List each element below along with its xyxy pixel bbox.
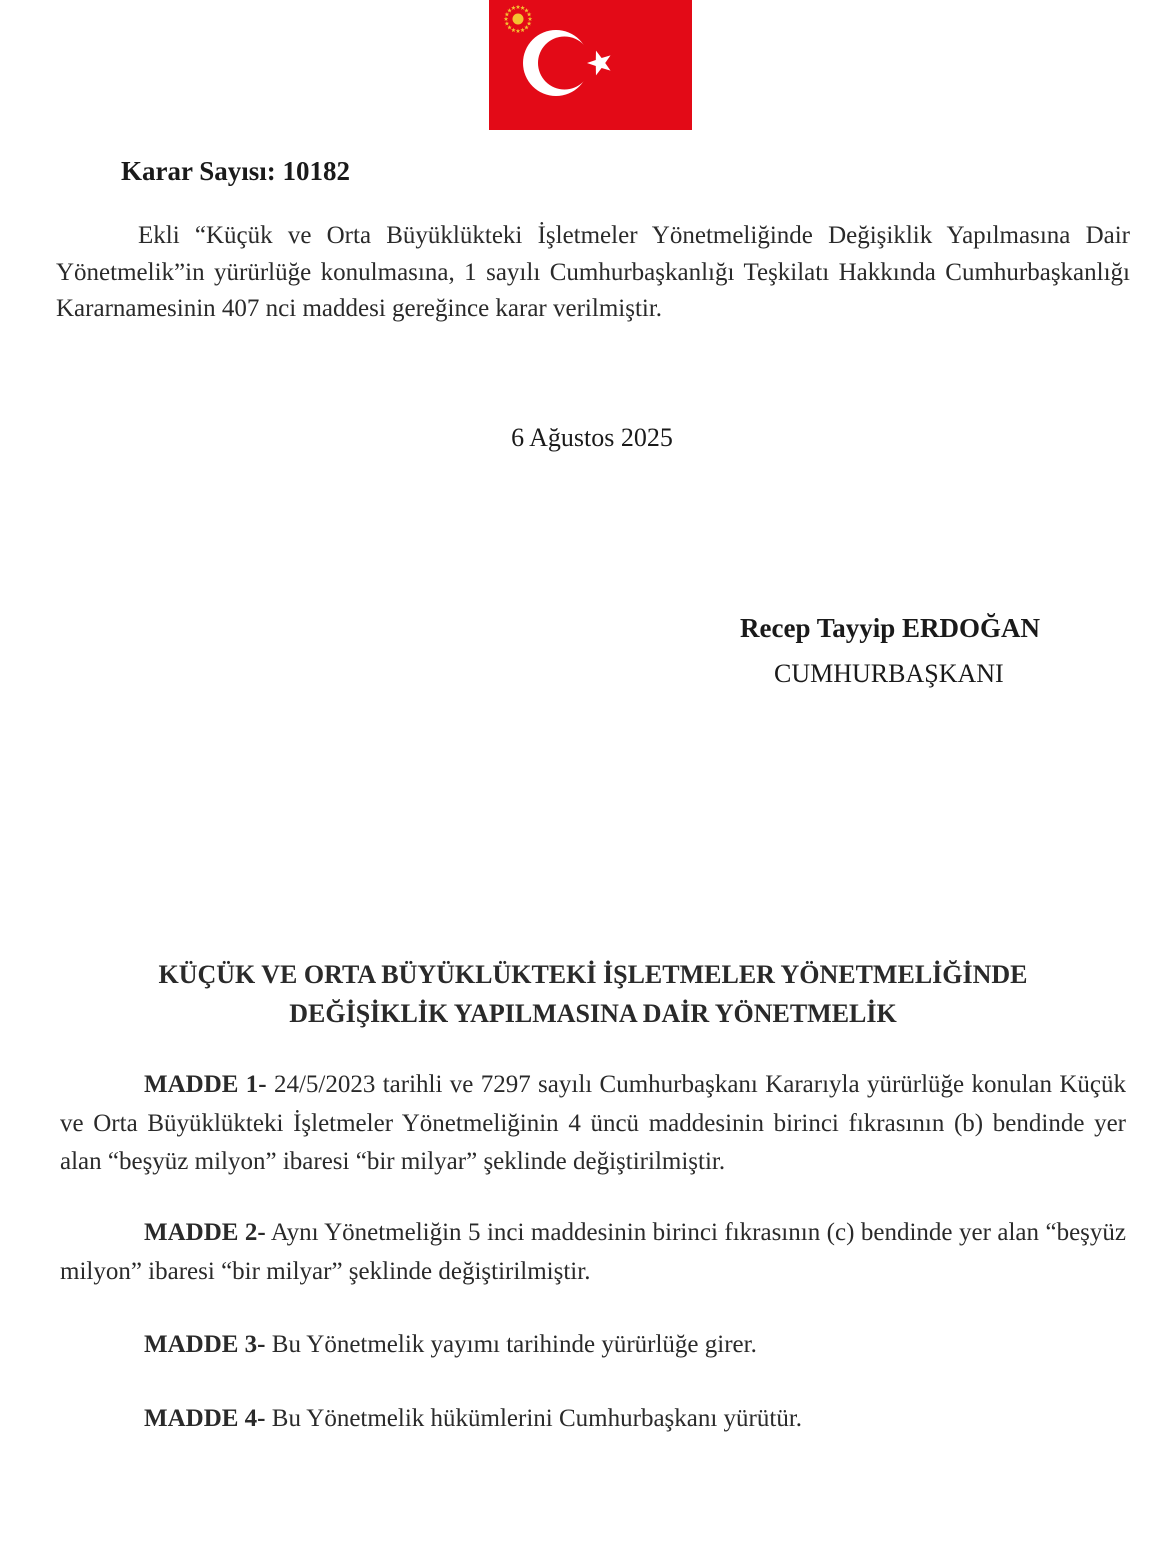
regulation-title — [60, 955, 1126, 1033]
article-1 — [60, 1066, 1126, 1182]
article-2 — [60, 1214, 1126, 1291]
decision-number: Karar Sayısı: 10182 — [121, 156, 350, 186]
signatory-name: Recep Tayyip ERDOĞAN — [740, 613, 1041, 643]
article-3-text: Bu Yönetmelik yayımı tarihinde yürürlüğe girer. — [271, 1331, 757, 1358]
article-4-label: MADDE 4- — [144, 1405, 266, 1432]
signatory-title: CUMHURBAŞKANI — [774, 659, 1004, 688]
decision-intro-paragraph: Ekli “Küçük ve Orta Büyüklükteki İşletmeler Yönetmeliğinde Değişiklik Yapılmasına Dair Yönetmelik”in yürürlüğe konulmasına, 1 sayılı Cumhurbaşkanlığı Teşkilatı Hakkında Cumhurbaşkanlığı Kararnamesinin 407 nci maddesi gereğince karar verilmiştir. — [56, 222, 1130, 322]
regulation-title-line-2: DEĞİŞİKLİK YAPILMASINA DAİR YÖNETMELİK — [289, 999, 897, 1028]
article-2-label: MADDE 2- — [144, 1219, 266, 1246]
flag-graphic — [489, 0, 692, 130]
article-3 — [60, 1326, 1126, 1365]
article-1-label: MADDE 1- — [144, 1071, 267, 1098]
article-3-label: MADDE 3- — [144, 1331, 266, 1358]
decision-date: 6 Ağustos 2025 — [511, 423, 673, 452]
article-1-text: 24/5/2023 tarihli ve 7297 sayılı Cumhurbaşkanı Kararıyla yürürlüğe konulan Küçük ve Orta Büyüklükteki İşletmeler Yönetmeliğinin 4 üncü maddesinin birinci fıkrasının (b) bendinde yer alan “beşyüz milyon” ibaresi “bir milyar” şeklinde değiştirilmiştir. — [60, 1071, 1127, 1175]
article-4-text: Bu Yönetmelik hükümlerini Cumhurbaşkanı yürütür. — [271, 1405, 803, 1432]
regulation-title-line-1: KÜÇÜK VE ORTA BÜYÜKLÜKTEKİ İŞLETMELER YÖNETMELİĞİNDE — [158, 960, 1028, 989]
article-4 — [60, 1400, 1126, 1439]
presidential-flag-emblem — [489, 0, 692, 130]
article-2-text: Aynı Yönetmeliğin 5 inci maddesinin birinci fıkrasının (c) bendinde yer alan “beşyüz milyon” ibaresi “bir milyar” şeklinde değiştirilmiştir. — [60, 1219, 1126, 1285]
